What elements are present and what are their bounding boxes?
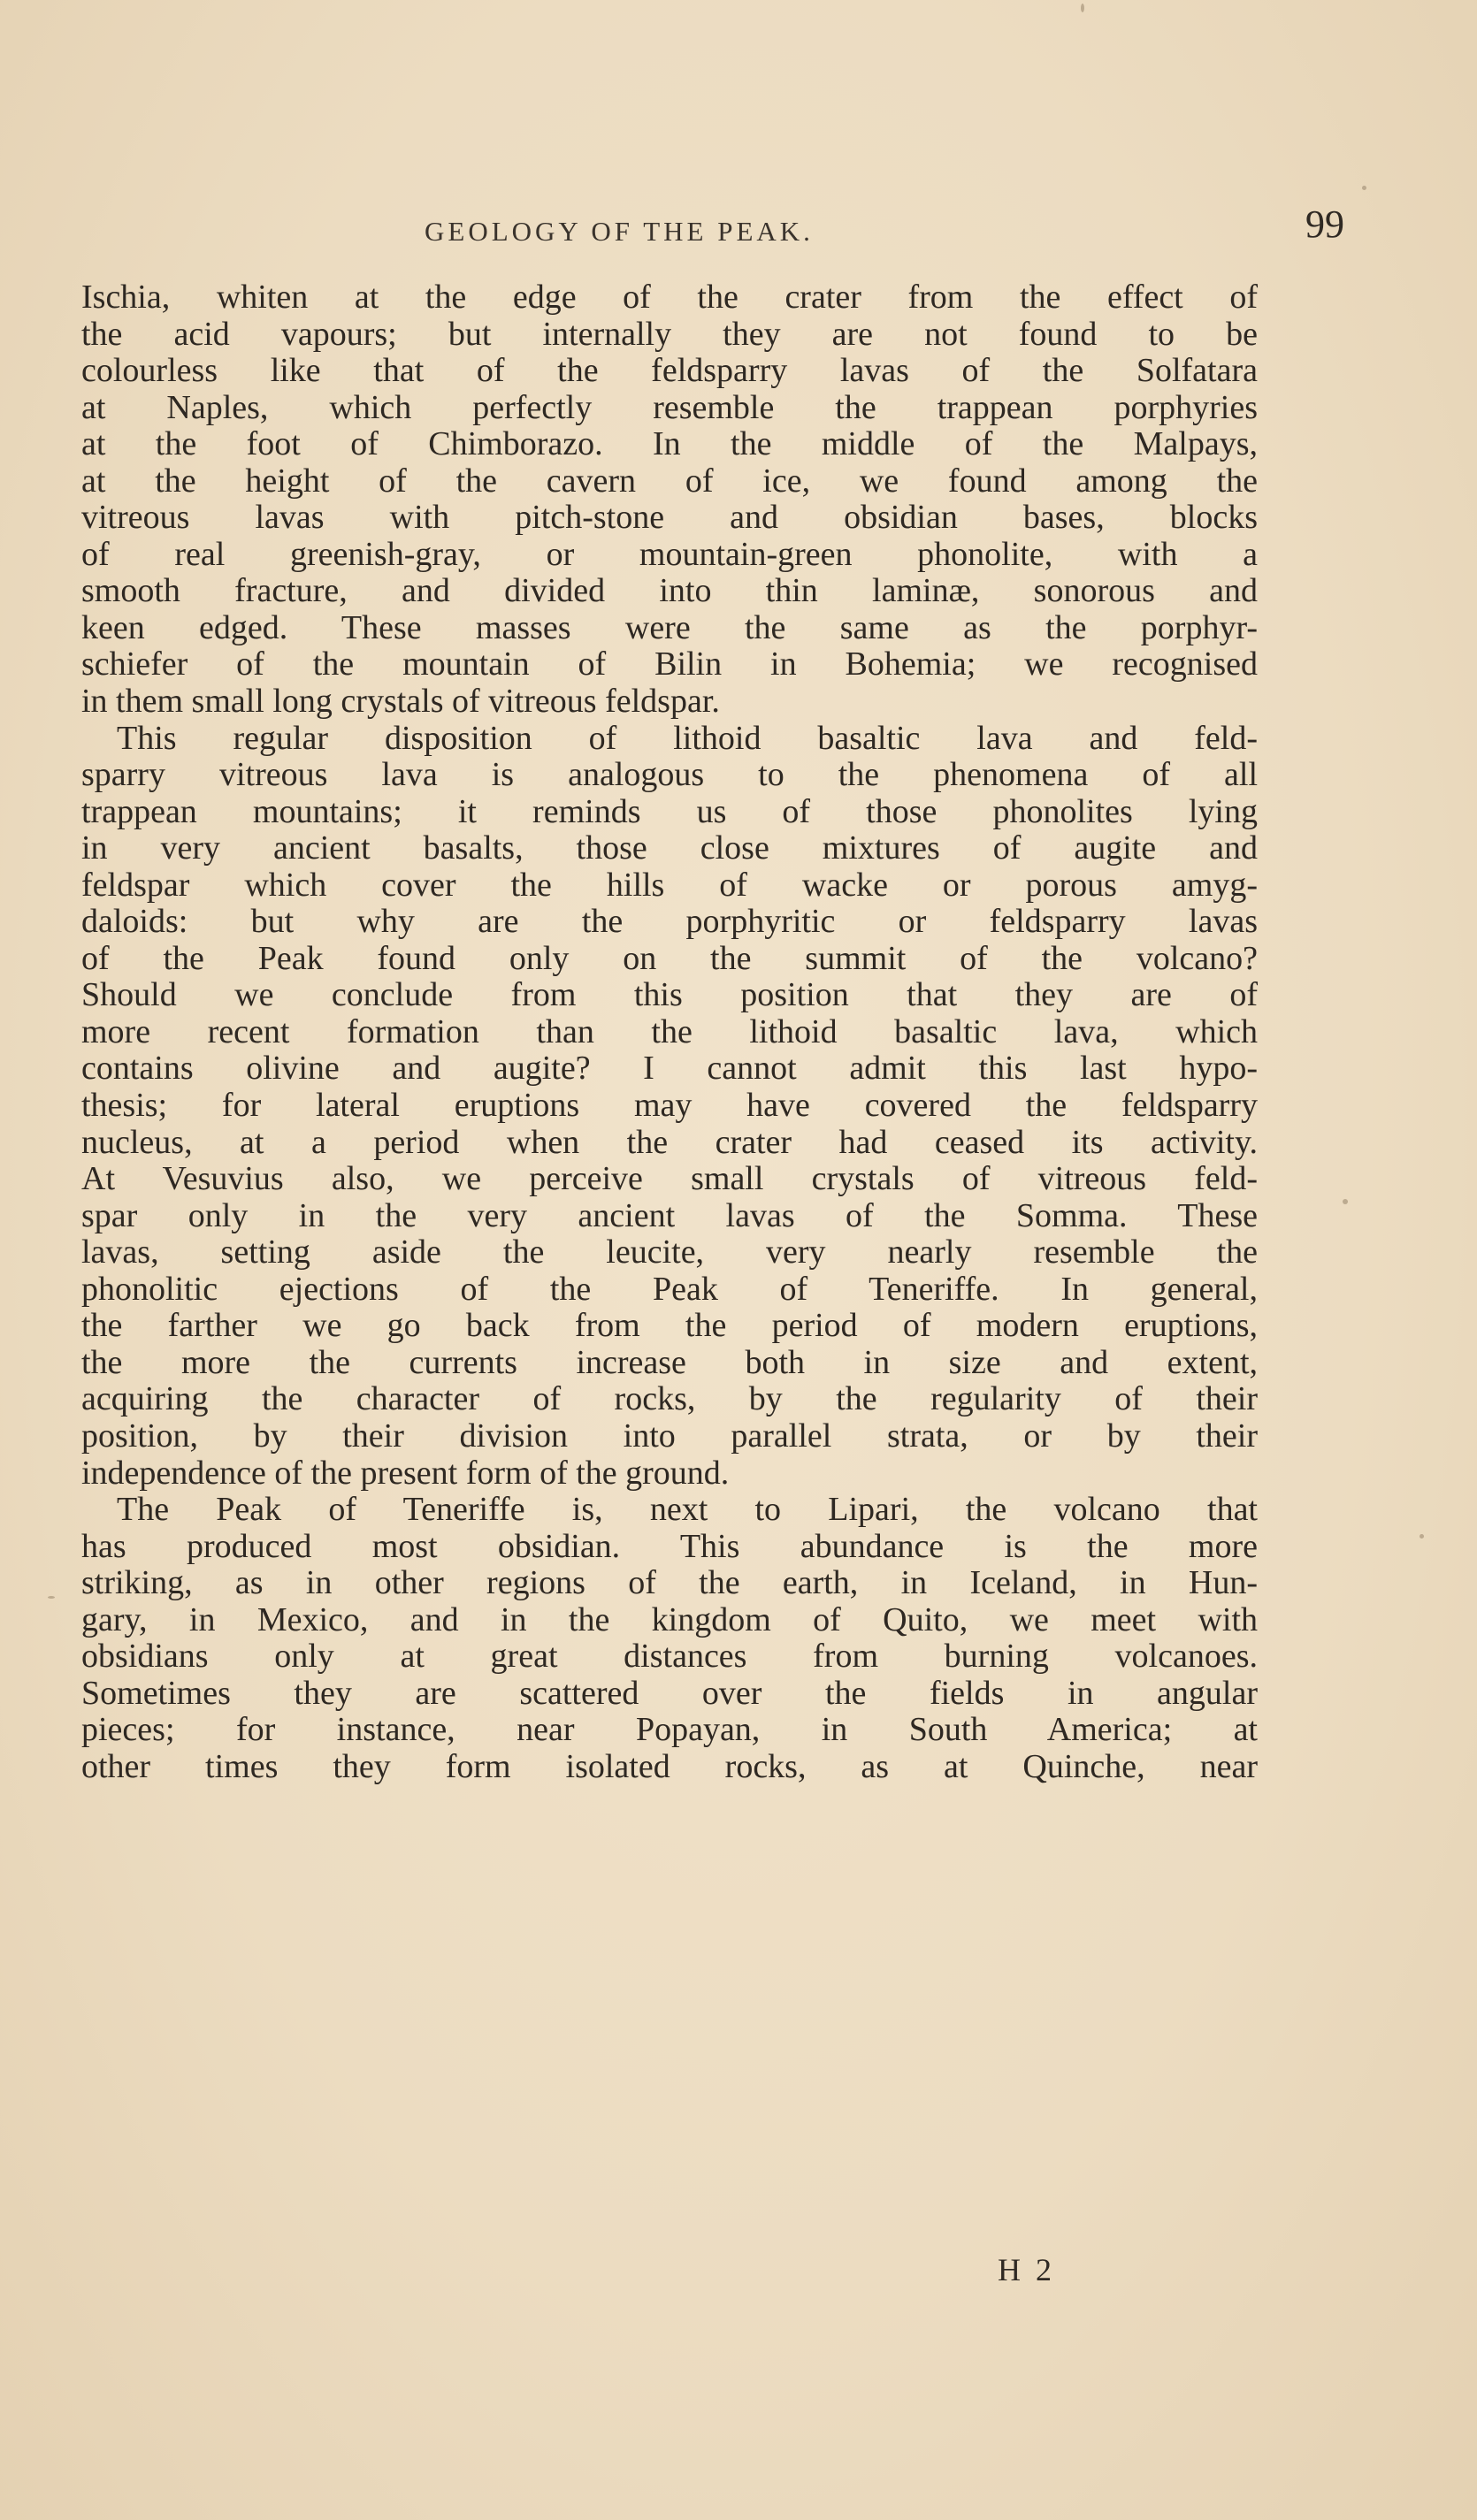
text-line: at the foot of Chimborazo. In the middle of the Malpays, [81, 425, 1258, 463]
text-line: colourless like that of the feldsparry lavas of the Solfatara [81, 352, 1258, 390]
text-line: pieces; for instance, near Popayan, in South America; at [81, 1711, 1258, 1749]
text-line: at Naples, which perfectly resemble the trappean porphyries [81, 388, 1258, 426]
text-line: independence of the present form of the ground. [81, 1454, 730, 1492]
text-line: spar only in the very ancient lavas of the Somma. These [81, 1196, 1258, 1234]
text-line: thesis; for lateral eruptions may have covered the feldsparry [81, 1087, 1258, 1125]
paper-speck [1343, 1199, 1348, 1204]
text-line: daloids: but why are the porphyritic or feldsparry lavas [81, 903, 1258, 941]
text-line: schiefer of the mountain of Bilin in Bohemia; we recognised [81, 645, 1258, 683]
text-line: sparry vitreous lava is analogous to the phenomena of all [81, 756, 1258, 794]
text-line: of real greenish-gray, or mountain-green phonolite, with a [81, 535, 1258, 573]
text-line: in very ancient basalts, those close mixtures of augite and [81, 829, 1258, 867]
text-line: of the Peak found only on the summit of the volcano? [81, 939, 1258, 977]
text-line: more recent formation than the lithoid basaltic lava, which [81, 1012, 1258, 1050]
text-line: Ischia, whiten at the edge of the crater from the effect of [81, 279, 1258, 316]
text-line: at the height of the cavern of ice, we found among the [81, 462, 1258, 500]
text-line: contains olivine and augite? I cannot admit this last hypo- [81, 1050, 1258, 1088]
text-line: feldspar which cover the hills of wacke or porous amyg- [81, 866, 1258, 904]
text-line: striking, as in other regions of the earth, in Iceland, in Hun- [81, 1564, 1258, 1602]
running-head [88, 202, 1353, 262]
text-line: gary, in Mexico, and in the kingdom of Quito, we meet with [81, 1600, 1258, 1638]
paragraph-first-line: The Peak of Teneriffe is, next to Lipari, the volcano that [117, 1491, 1258, 1529]
text-line: keen edged. These masses were the same as the porphyr- [81, 608, 1258, 646]
text-line: vitreous lavas with pitch-stone and obsidian bases, blocks [81, 499, 1258, 537]
text-line: position, by their division into parallel strata, or by their [81, 1417, 1258, 1455]
text-line: Sometimes they are scattered over the fields in angular [81, 1674, 1258, 1712]
page-number: 99 [1305, 202, 1344, 246]
text-line: the farther we go back from the period of modern eruptions, [81, 1307, 1258, 1345]
text-line: Should we conclude from this position that they are of [81, 976, 1258, 1014]
text-line: acquiring the character of rocks, by the regularity of their [81, 1380, 1258, 1418]
text-line: phonolitic ejections of the Peak of Teneriffe. In general, [81, 1270, 1258, 1308]
paper-speck [1420, 1534, 1424, 1539]
text-line: other times they form isolated rocks, as at Quinche, near [81, 1747, 1258, 1785]
text-line: trappean mountains; it reminds us of those phonolites lying [81, 792, 1258, 830]
text-line: the acid vapours; but internally they are not found to be [81, 315, 1258, 353]
running-title: GEOLOGY OF THE PEAK. [425, 216, 814, 247]
text-line: lavas, setting aside the leucite, very nearly resemble the [81, 1233, 1258, 1271]
text-line: has produced most obsidian. This abundance is the more [81, 1527, 1258, 1565]
paper-speck [48, 1596, 55, 1599]
text-line: in them small long crystals of vitreous feldspar. [81, 683, 720, 721]
text-line: nucleus, at a period when the crater had ceased its activity. [81, 1123, 1258, 1161]
text-line: obsidians only at great distances from burning volcanoes. [81, 1638, 1258, 1676]
paper-speck [1081, 4, 1084, 12]
paper-speck [1362, 186, 1366, 190]
text-line: the more the currents increase both in size and extent, [81, 1343, 1258, 1381]
text-line: smooth fracture, and divided into thin laminæ, sonorous and [81, 572, 1258, 610]
paragraph-first-line: This regular disposition of lithoid basaltic lava and feld- [117, 719, 1258, 757]
body-text [81, 279, 1258, 1785]
signature-mark: H 2 [998, 2252, 1055, 2287]
text-line: At Vesuvius also, we perceive small crystals of vitreous feld- [81, 1160, 1258, 1198]
